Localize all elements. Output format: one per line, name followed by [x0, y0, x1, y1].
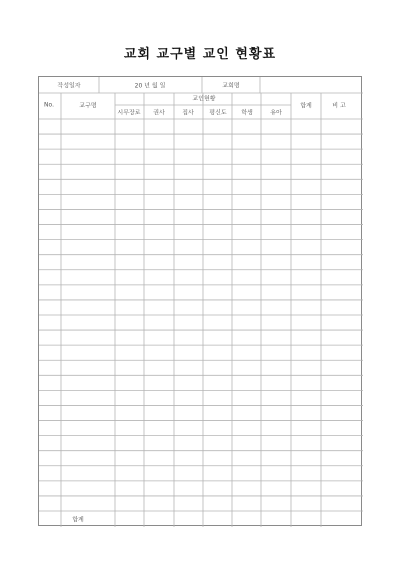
church-member-table — [38, 76, 362, 526]
col-layperson: 평신도 — [209, 109, 227, 117]
col-member-status: 교인현황 — [192, 95, 216, 103]
col-deaconess: 권사 — [153, 109, 165, 117]
col-remarks: 비 고 — [332, 102, 346, 110]
col-student: 학생 — [241, 109, 253, 117]
footer-total-label: 합계 — [72, 516, 84, 524]
col-no: No. — [44, 101, 54, 109]
col-district: 교구명 — [79, 102, 97, 110]
date-field[interactable]: 20 년 월 일 — [134, 82, 166, 90]
col-total: 합계 — [300, 102, 312, 110]
col-infant: 유아 — [270, 109, 282, 117]
col-elder: 시무장로 — [117, 109, 141, 117]
church-name-label: 교회명 — [222, 82, 240, 90]
table-grid — [39, 77, 363, 527]
document-title: 교회 교구별 교인 현황표 — [123, 47, 277, 62]
author-date-label: 작성일자 — [57, 82, 81, 90]
col-deacon: 집사 — [182, 109, 194, 117]
